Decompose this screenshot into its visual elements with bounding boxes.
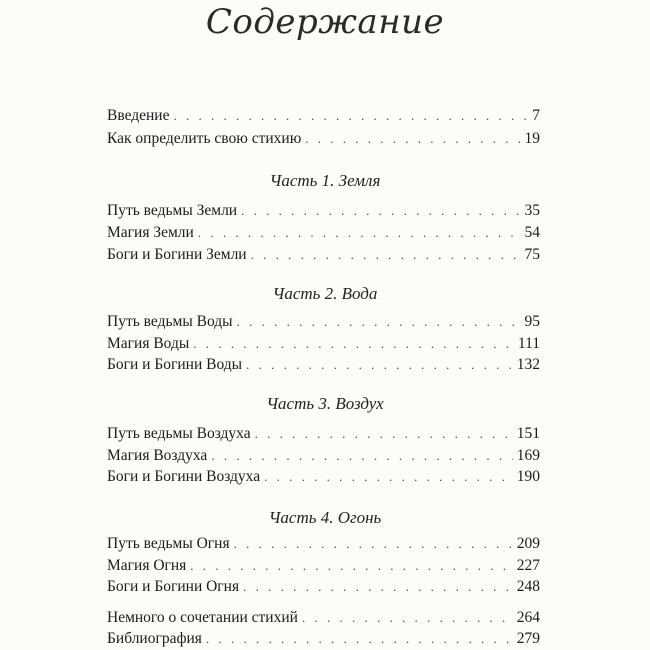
part-heading: Часть 2. Вода	[272, 284, 378, 303]
toc-entry-label: Немного о сочетании стихий	[107, 609, 298, 626]
toc-entry-page: 248	[516, 578, 540, 595]
toc-entry-page: 264	[516, 609, 540, 626]
toc-entry	[107, 629, 540, 649]
leader-dots	[305, 129, 520, 149]
toc-entry-page: 209	[516, 535, 540, 552]
toc-entry	[107, 201, 540, 221]
toc-entry-page: 151	[516, 425, 540, 442]
leader-dots	[241, 201, 520, 221]
toc-entry-label: Путь ведьмы Земли	[107, 202, 238, 219]
leader-dots	[302, 608, 513, 628]
toc-entry-page: 132	[516, 356, 540, 373]
page-title: Содержание	[205, 2, 445, 42]
toc-entry	[107, 106, 540, 126]
toc-entry	[107, 334, 540, 354]
leader-dots	[193, 334, 514, 354]
toc-entry-page: 54	[524, 224, 540, 241]
leader-dots	[237, 312, 521, 332]
toc-entry	[107, 534, 540, 554]
toc-entry-page: 75	[524, 246, 540, 263]
leader-dots	[243, 577, 513, 597]
toc-entry-label: Магия Огня	[107, 557, 187, 574]
leader-dots	[234, 534, 513, 554]
toc-entry	[107, 608, 540, 628]
toc-entry-page: 95	[524, 313, 540, 330]
toc-entry-label: Путь ведьмы Воды	[107, 313, 233, 330]
toc-entry-label: Магия Воздуха	[107, 447, 208, 464]
leader-dots	[251, 245, 521, 265]
toc-entry	[107, 129, 540, 149]
part-heading: Часть 3. Воздух	[266, 394, 384, 413]
toc-entry-label: Магия Воды	[107, 335, 190, 352]
toc-entry-label: Магия Земли	[107, 224, 194, 241]
toc-entry-page: 7	[532, 107, 540, 124]
part-heading: Часть 1. Земля	[269, 171, 381, 190]
leader-dots	[264, 467, 513, 487]
leader-dots	[190, 556, 512, 576]
toc-entry	[107, 577, 540, 597]
leader-dots	[255, 424, 513, 444]
toc-entry-label: Боги и Богини Воды	[107, 356, 243, 373]
part-heading: Часть 4. Огонь	[268, 508, 382, 527]
toc-entry-label: Путь ведьмы Воздуха	[107, 425, 251, 442]
toc-entry	[107, 355, 540, 375]
leader-dots	[198, 223, 521, 243]
toc-entry	[107, 467, 540, 487]
toc-entry-label: Путь ведьмы Огня	[107, 535, 230, 552]
toc-entry-page: 35	[524, 202, 540, 219]
leader-dots	[246, 355, 513, 375]
toc-entry	[107, 424, 540, 444]
toc-entry-label: Боги и Богини Воздуха	[107, 468, 261, 485]
toc-entry	[107, 223, 540, 243]
toc-entry-page: 19	[524, 130, 540, 147]
toc-entry-page: 111	[517, 335, 540, 352]
toc-entry	[107, 245, 540, 265]
toc-entry	[107, 312, 540, 332]
toc-entry	[107, 446, 540, 466]
toc-entry-label: Как определить свою стихию	[107, 130, 302, 147]
toc-entry-label: Боги и Богини Огня	[107, 578, 240, 595]
leader-dots	[173, 106, 528, 126]
toc-entry-page: 227	[516, 557, 540, 574]
leader-dots	[206, 629, 513, 649]
toc-entry	[107, 556, 540, 576]
toc-entry-label: Боги и Богини Земли	[107, 246, 247, 263]
toc-entry-page: 279	[516, 630, 540, 647]
toc-entry-page: 190	[516, 468, 540, 485]
leader-dots	[211, 446, 512, 466]
toc-entry-label: Библиография	[107, 630, 202, 647]
toc-entry-page: 169	[516, 447, 540, 464]
toc-entry-label: Введение	[107, 107, 170, 124]
